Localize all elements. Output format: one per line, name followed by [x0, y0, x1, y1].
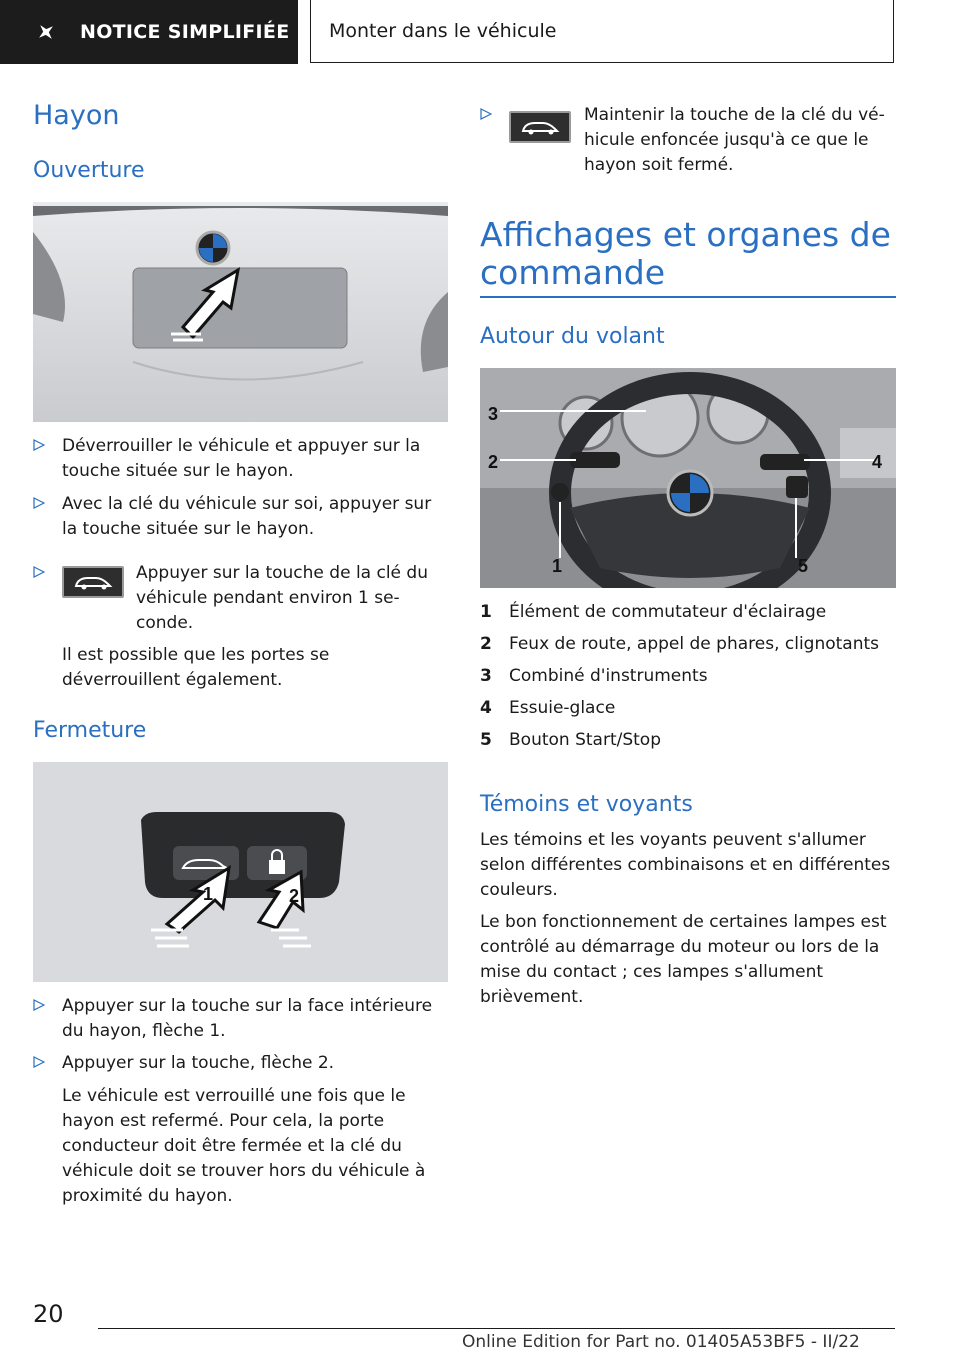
closing-note: Le véhicule est verrouillé une fois que le hayon est refermé. Pour cela, la porte conducteur doit être fermée et la clé du véhicule doit se trouver hors du véhicule à proximité du hayon. [62, 1086, 426, 1206]
heading-affichages: Affichages et organes de commande [480, 215, 891, 292]
closing-step-1: Appuyer sur la touche sur la face intérieure du hayon, flèche 1. [33, 994, 448, 1046]
arrow-label-1: 1 [203, 884, 214, 904]
opening-note: Il est possible que les portes se déverrouillent également. [62, 645, 330, 690]
page-header [0, 0, 960, 66]
tailgate-illustration [33, 202, 448, 422]
triangle-bullet-icon [33, 1056, 45, 1068]
heading-autour-volant: Autour du volant [480, 324, 665, 349]
heading-hayon: Hayon [33, 100, 120, 131]
heading-ouverture: Ouverture [33, 158, 145, 183]
arrow-label-2: 2 [289, 886, 300, 906]
callout-5: 5 [798, 556, 809, 576]
footer-rule [98, 1328, 895, 1329]
callout-3: 3 [488, 404, 499, 424]
triangle-bullet-icon [33, 999, 45, 1011]
callout-2: 2 [488, 452, 499, 472]
heading-temoins: Témoins et voyants [480, 792, 693, 817]
section-tab[interactable] [0, 0, 298, 64]
opening-step-3: Appuyer sur la touche de la clé du véhicule pendant environ 1 se- conde. [33, 561, 448, 637]
triangle-bullet-icon [480, 108, 492, 120]
closing-step-2: Appuyer sur la touche, flèche 2. [33, 1051, 448, 1077]
triangle-bullet-icon [33, 497, 45, 509]
steering-controls-list: 1 Élément de commutateur d'éclairage 2 Feux de route, appel de phares, clignotants 3 Combiné d'instruments 4 Essuie-glace 5 Bouton Start/Stop [480, 602, 880, 750]
opening-step-2: Avec la clé du véhicule sur soi, appuyer sur la touche située sur le hayon. [33, 492, 448, 544]
section-title: NOTICE SIMPLIFIÉE [80, 21, 290, 43]
closing-buttons-illustration [33, 762, 448, 982]
chapter-box [310, 0, 894, 63]
tailgate-opening-image [33, 202, 448, 422]
triangle-bullet-icon [33, 566, 45, 578]
quick-guide-icon [36, 22, 56, 42]
triangle-bullet-icon [33, 439, 45, 451]
closing-step-3: Maintenir la touche de la clé du vé- hicule enfoncée jusqu'à ce que le hayon soit fermé. [480, 103, 896, 179]
tailgate-closing-image [33, 762, 448, 982]
tailgate-key-button-icon [62, 566, 124, 598]
callout-1: 1 [552, 556, 563, 576]
tailgate-key-button-icon [509, 111, 571, 143]
page-number: 20 [33, 1300, 64, 1328]
lights-paragraph-1: Les témoins et les voyants peuvent s'allumer selon différentes combinaisons et en différentes couleurs. [480, 830, 891, 900]
heading-rule [480, 296, 896, 298]
opening-step-1: Déverrouiller le véhicule et appuyer sur la touche située sur le hayon. [33, 434, 448, 486]
edition-note: Online Edition for Part no. 01405A53BF5 - II/22 [462, 1332, 860, 1352]
steering-wheel-illustration [480, 368, 896, 588]
heading-fermeture: Fermeture [33, 718, 147, 743]
steering-wheel-image [480, 368, 896, 588]
lights-paragraph-2: Le bon fonctionnement de certaines lampes est contrôlé au démarrage du moteur ou lors de la mise du contact ; ces lampes s'allument brièvement. [480, 912, 887, 1007]
chapter-title: Monter dans le véhicule [329, 20, 557, 42]
callout-4: 4 [872, 452, 883, 472]
